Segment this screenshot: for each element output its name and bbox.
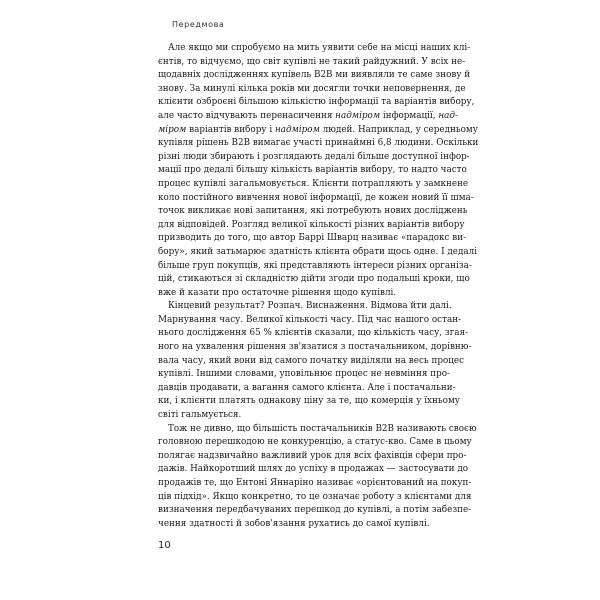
text-line: міром варіантів вибору і надміром людей. Наприклад, у середньому: [158, 124, 478, 135]
text-line: єнтів, то відчуємо, що світ купівлі не такий райдужний. У всіх не-: [158, 56, 466, 67]
text-line: Марнування часу. Великої кількості часу. Під час нашого остан-: [158, 314, 462, 325]
text-line: бору», який затьмарює здатність клієнта обрати щось одне. І дедалі: [158, 246, 478, 257]
text-line: ців підхід». Якщо конкретно, то це означає роботу з клієнтами для: [158, 491, 472, 502]
paragraph: [158, 42, 479, 300]
text-line: полягає надзвичайно важливий урок для всіх фахівців сфери про-: [158, 450, 467, 461]
text-line: Тож не дивно, що більшість постачальників B2B називають своєю: [168, 423, 477, 434]
text-line: клієнти озброєні більшою кількістю інформації та варіантів вибору,: [158, 97, 475, 108]
text-line: але часто відчувають перенасичення надміром інформації, над-: [158, 110, 458, 121]
text-line: Кінцевий результат? Розпач. Виснаження. Відмова йти далі.: [168, 301, 452, 312]
text-line: мації про дедалі більшу кількість варіантів вибору, то надто часто: [158, 165, 467, 176]
text-line: Але якщо ми спробуємо на мить уявити себе на місці наших клі-: [168, 43, 471, 53]
body-text: [158, 42, 479, 531]
text-line: дажів. Найкоротший шлях до успіху в продажах — застосувати до: [158, 464, 469, 475]
text-line: світі гальмується.: [158, 410, 242, 421]
text-line: знову. За минулі кілька років ми досягли точки неповернення, де: [158, 83, 466, 94]
text-line: для відповідей. Розгляд великої кількості різних варіантів вибору: [158, 219, 465, 230]
running-head: Передмова: [172, 20, 225, 29]
text-line: ки, і клієнти платять однакову ціну за те, що комерція у їхньому: [158, 396, 460, 407]
text-line: щодавніх дослідженнях купівель B2B ми виявляли те саме знову й: [158, 70, 471, 81]
text-line: нього дослідження 65 % клієнтів сказали, що кількість часу, згая-: [158, 328, 469, 339]
text-line: призводить до того, що автор Баррі Шварц називає «парадокс ви-: [158, 233, 467, 244]
text-line: визначення передбачуваних перешкод до купівлі, а потім забезпе-: [158, 505, 472, 516]
text-line: різні люди збирають і розглядають дедалі більше доступної інфор-: [158, 151, 470, 162]
paragraph: [158, 423, 477, 532]
text-line: цій, стикаються зі складністю дійти згоди про подальші кроки, що: [158, 274, 470, 285]
text-line: купівля рішень B2B вимагає участі принаймні 6,8 людини. Оскільки: [158, 138, 479, 149]
text-line: вже й казати про остаточне рішення щодо купівлі.: [158, 287, 397, 298]
text-line: коло постійного вивчення нової інформації, де кожен новий її шма-: [158, 192, 474, 203]
text-line: чення здатності й зобов'язання рухатись до самої купівлі.: [158, 518, 430, 529]
text-line: точок викликає нові запитання, які потребують нових досліджень: [158, 206, 468, 217]
text-line: більше груп покупців, які представляють інтереси різних організа-: [158, 260, 472, 271]
text-line: головною перешкодою не конкуренцію, а статус-кво. Саме в цьому: [158, 437, 472, 448]
text-line: ного на ухвалення рішення зв'язатися з постачальником, дорівню-: [158, 342, 472, 353]
text-line: давців продавати, а вагання самого клієнта. Але і постачальни-: [158, 382, 456, 393]
text-line: процес купівлі загальмовується. Клієнти потрапляють у замкнене: [158, 178, 469, 189]
paragraph: [158, 300, 472, 422]
text-line: вала часу, який вони від самого початку виділяли на весь процес: [158, 355, 465, 366]
text-line: купівлі. Іншими словами, уповільнює процес не невміння про-: [158, 369, 450, 380]
page-number: 10: [158, 540, 171, 551]
text-line: продажів те, що Ентоні Яннаріно називає «орієнтований на покуп-: [158, 478, 472, 488]
